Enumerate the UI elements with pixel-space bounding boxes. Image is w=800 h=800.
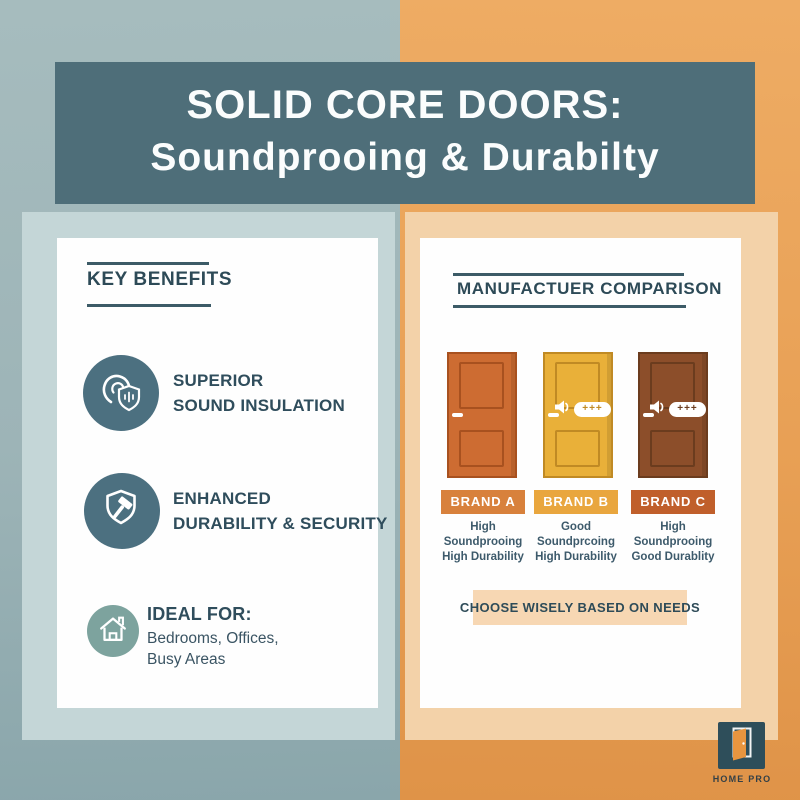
- heading-rule-top: [87, 262, 209, 265]
- brand-a-column: [431, 490, 535, 565]
- benefit-2-line1: ENHANCED: [173, 489, 271, 508]
- header-banner: [55, 62, 755, 204]
- brand-c-features: [621, 520, 725, 565]
- benefit-3-sub-line2: Busy Areas: [147, 651, 226, 668]
- heading-rule-bottom: [453, 305, 686, 308]
- sound-level-pill: +++: [669, 402, 706, 417]
- door-panel-bottom: [555, 430, 600, 467]
- open-door-icon: [725, 725, 758, 767]
- benefit-2-title: [173, 486, 388, 536]
- page-title-line1: SOLID CORE DOORS:: [186, 83, 624, 127]
- brand-b-column: [524, 490, 628, 565]
- brand-b-door: [543, 352, 613, 478]
- door-panel-bottom: [459, 430, 504, 467]
- brand-c-feature-2: Good Durablity: [631, 551, 715, 563]
- benefit-3-sub-line1: Bedrooms, Offices,: [147, 630, 279, 647]
- brand-c-column: [621, 490, 725, 565]
- benefit-3-title: IDEAL FOR:: [147, 604, 252, 624]
- advice-banner: CHOOSE WISELY BASED ON NEEDS: [473, 590, 687, 625]
- brand-b-feature-2: High Durability: [535, 551, 617, 563]
- house-icon: [96, 612, 130, 651]
- brand-b-features: [524, 520, 628, 565]
- soundproofing-rating-overlay: [555, 400, 611, 419]
- speaker-icon: [650, 400, 666, 419]
- brand-b-badge: BRAND B: [534, 490, 618, 514]
- key-benefits-card: [57, 238, 388, 708]
- door-handle: [452, 413, 463, 417]
- brand-c-badge: BRAND C: [631, 490, 715, 514]
- key-benefits-heading: KEY BENEFITS: [87, 269, 233, 290]
- ear-sound-shield-icon: [97, 367, 145, 420]
- home-pro-logo: [718, 722, 765, 769]
- home-pro-wordmark: HOME PRO: [712, 774, 772, 784]
- brand-a-feature-1: High Soundprooing: [443, 521, 523, 548]
- brand-a-badge: BRAND A: [441, 490, 524, 514]
- heading-rule-top: [453, 273, 684, 276]
- sound-level-pill: +++: [574, 402, 611, 417]
- benefit-1-line1: SUPERIOR: [173, 371, 264, 390]
- benefit-1-line2: SOUND INSULATION: [173, 396, 345, 415]
- brand-a-feature-2: High Durability: [442, 551, 524, 563]
- speaker-icon: [555, 400, 571, 419]
- door-panel-top: [459, 362, 504, 409]
- benefit-1-title: [173, 368, 345, 418]
- shield-hammer-icon: [98, 485, 146, 538]
- brand-a-features: [431, 520, 535, 565]
- benefit-3-subtitle: [147, 628, 279, 670]
- heading-rule-bottom: [87, 304, 211, 307]
- ideal-for-badge: [87, 605, 139, 657]
- door-panel-bottom: [650, 430, 695, 467]
- comparison-card: [420, 238, 741, 708]
- sound-insulation-badge: [83, 355, 159, 431]
- page-title-line2: Soundprooing & Durabilty: [150, 136, 660, 179]
- comparison-heading: MANUFACTUER COMPARISON: [457, 279, 723, 298]
- soundproofing-rating-overlay: [650, 400, 706, 419]
- benefit-2-line2: DURABILITY & SECURITY: [173, 514, 388, 533]
- brand-c-feature-1: High Soundprooing: [633, 521, 713, 548]
- brand-c-door: [638, 352, 708, 478]
- brand-b-feature-1: Good Soundprcoing: [537, 521, 615, 548]
- brand-a-door: [447, 352, 517, 478]
- durability-badge: [84, 473, 160, 549]
